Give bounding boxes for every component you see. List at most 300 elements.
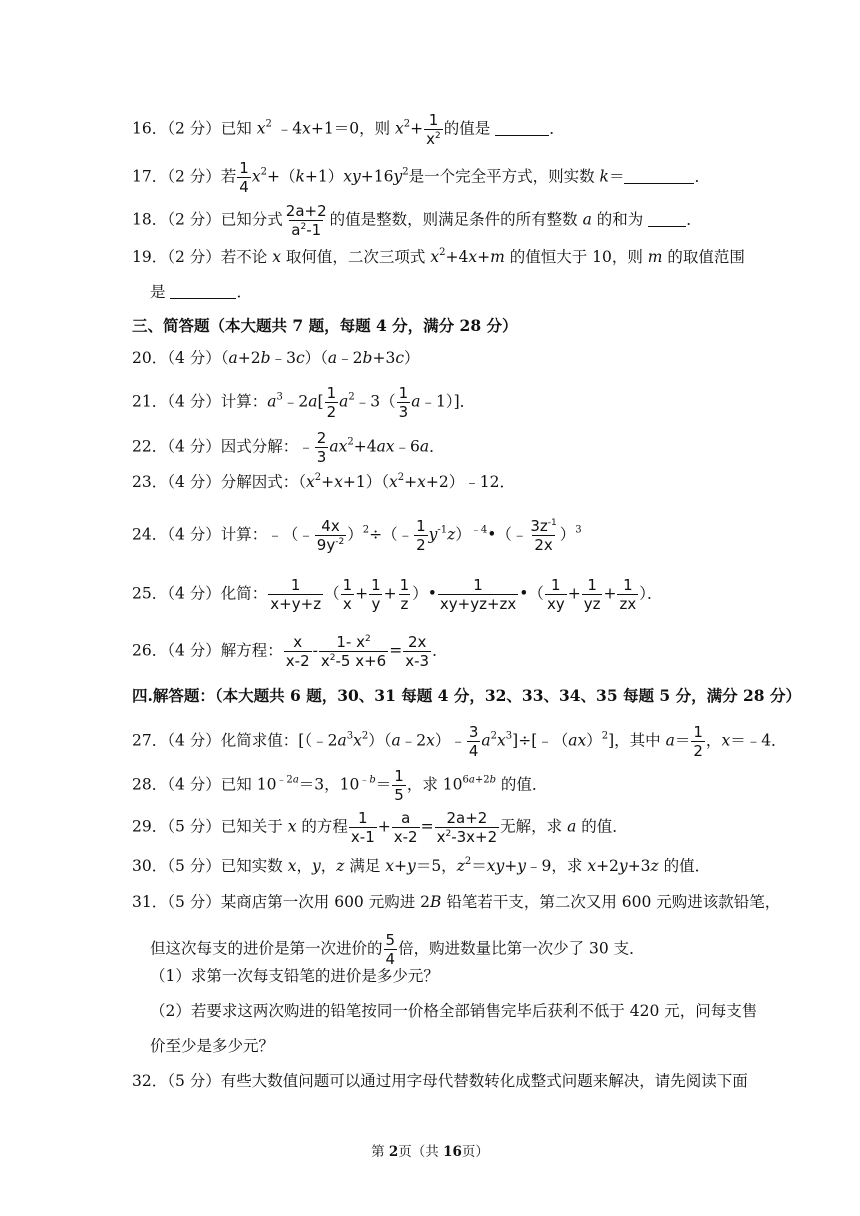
exponent: [463, 775, 497, 786]
var: x: [385, 857, 395, 875]
fraction: [319, 634, 388, 669]
num-text: 1- x: [336, 633, 365, 651]
q-score: （4 分）: [167, 349, 221, 367]
q-text: -: [312, 641, 318, 660]
fraction-numerator: 1: [290, 576, 301, 594]
fraction: [467, 724, 481, 759]
var: x: [256, 119, 266, 138]
q-text: 的值是整数，则满足条件的所有整数: [329, 210, 583, 229]
q-text: ＝: [375, 775, 392, 794]
q-text: +1）: [304, 167, 344, 186]
q-text: +（: [266, 167, 296, 186]
question-18: [132, 203, 702, 238]
answer-blank[interactable]: [170, 284, 236, 299]
q-text: 是一个完全平方式，则实数: [408, 167, 600, 186]
var: y: [407, 857, 416, 875]
fraction-denominator: 4: [385, 950, 396, 968]
q-text: ．: [429, 437, 445, 456]
den-text: -3x+2: [451, 828, 498, 846]
q-text: ．: [432, 641, 448, 660]
q-text: 化简求值：[（﹣2: [220, 731, 338, 750]
q-score: （4 分）: [167, 473, 221, 491]
fraction-numerator: 1: [428, 111, 439, 129]
answer-blank[interactable]: [495, 121, 549, 136]
var: a: [292, 774, 299, 786]
var: y: [393, 167, 403, 186]
answer-blank[interactable]: [624, 169, 694, 184]
question-21: [132, 385, 475, 420]
fraction-numerator: 1: [394, 767, 404, 785]
fraction-denominator: x: [342, 595, 352, 613]
fraction-denominator: 5: [394, 786, 404, 804]
q-text: +: [410, 119, 424, 138]
fraction-denominator: 4: [468, 742, 479, 760]
q-number: 23．: [132, 473, 168, 491]
q-number: 28．: [132, 775, 168, 794]
exponent: [276, 775, 298, 786]
q-score: （5 分）: [167, 1072, 221, 1090]
q-text: +2: [237, 349, 261, 367]
q-text: ）（: [368, 731, 392, 750]
fraction-denominator: [435, 827, 500, 845]
q-text: +: [377, 817, 391, 836]
question-31-part-2-cont: 价至少是多少元？: [150, 1037, 275, 1055]
q-text: +4: [353, 437, 377, 456]
q-text: 化简：: [220, 584, 268, 603]
exponent: 3: [276, 391, 283, 403]
var: a: [468, 774, 475, 786]
var: y: [618, 857, 628, 875]
var: x: [468, 248, 478, 266]
q-text: 倍，购进数量比第一次少了 30 支．: [398, 939, 645, 958]
q-text: +4: [445, 248, 469, 266]
q-text: ）: [347, 525, 363, 544]
q-score: （5 分）: [167, 817, 221, 836]
exponent: 3: [575, 524, 582, 536]
var: x: [272, 248, 281, 266]
exponent: 2: [329, 653, 336, 663]
den-text: 9y: [316, 536, 336, 554]
page-number: 2: [388, 1144, 399, 1160]
fraction: [284, 203, 329, 238]
q-text: +1）（: [342, 473, 390, 491]
q-text: （: [220, 349, 229, 367]
question-19: [132, 247, 745, 267]
q-score: （2 分）: [167, 119, 221, 138]
var: a: [337, 731, 347, 750]
fraction-numerator: 1: [399, 576, 410, 594]
question-31: [132, 892, 780, 912]
fraction: [403, 634, 431, 669]
q-score: （4 分）: [167, 437, 221, 456]
var: x: [721, 731, 731, 750]
fraction-denominator: yz: [583, 595, 601, 613]
q-number: 16．: [132, 119, 168, 138]
num-text: 3z: [530, 517, 548, 535]
var: x: [306, 473, 315, 491]
var: x: [389, 473, 398, 491]
question-31-cont: [150, 932, 645, 967]
fraction-denominator: 2x: [534, 536, 553, 554]
fraction: [435, 810, 500, 845]
fraction-denominator: [315, 535, 346, 553]
fraction: [384, 932, 398, 967]
var: a: [308, 392, 318, 411]
fraction-denominator: xy+yz+zx: [439, 595, 517, 613]
fraction: [545, 577, 567, 612]
q-score: （5 分）: [167, 857, 221, 875]
exponent: 2: [439, 247, 446, 258]
q-number: 29．: [132, 817, 168, 836]
var: ax: [376, 437, 395, 456]
fraction-numerator: a: [401, 809, 411, 827]
exponent: [359, 775, 375, 786]
q-text: ﹣6: [394, 437, 420, 456]
q-text: ，: [705, 731, 722, 750]
var: z: [447, 525, 456, 544]
q-text: +2: [596, 857, 619, 875]
var: z: [336, 857, 345, 875]
q-text: 铅笔若干支，第二次又用 600 元购进该款铅笔，: [441, 893, 781, 911]
fraction-numerator: 1: [551, 576, 561, 594]
question-20: [132, 348, 420, 368]
fraction: [369, 577, 383, 612]
q-text: 已知关于: [220, 817, 288, 836]
var: x: [395, 119, 404, 138]
q-number: 20．: [132, 349, 168, 367]
den-text: -5 x+6: [335, 652, 387, 670]
q-text: 解方程：: [220, 641, 283, 660]
fraction-denominator: z: [400, 595, 409, 613]
q-text: 计算：: [220, 392, 268, 411]
q-number: 31．: [132, 893, 168, 911]
q-number: 30．: [132, 857, 168, 875]
fraction-numerator: 1: [358, 809, 368, 827]
q-text: ）: [404, 349, 420, 367]
exponent: 2: [464, 856, 472, 867]
q-text: ，求 10: [406, 775, 463, 794]
q-number: 32．: [132, 1072, 168, 1090]
fraction-denominator: y: [371, 595, 381, 613]
fraction-denominator: 4: [239, 178, 249, 196]
fraction-numerator: x: [293, 633, 303, 651]
var: x: [353, 731, 362, 750]
exponent: 2: [435, 131, 441, 141]
fraction-denominator: 2: [326, 403, 337, 421]
fraction-denominator: [424, 129, 443, 147]
q-text: ＝: [608, 167, 625, 186]
q-text: 分解因式：（: [220, 473, 307, 491]
var: a: [411, 392, 421, 411]
q-text: ＝5，: [415, 857, 457, 875]
fraction-numerator: 1: [342, 576, 353, 594]
fraction-numerator: 3: [468, 723, 479, 741]
exp-text: 6: [462, 774, 469, 786]
q-text: 的方程: [296, 817, 348, 836]
exponent: 3: [346, 730, 354, 742]
fraction: [617, 577, 638, 612]
q-text: 若: [220, 167, 237, 186]
fraction-numerator: 1: [473, 576, 483, 594]
q-text: 满足: [344, 857, 386, 875]
var: a: [327, 349, 338, 367]
exp-text: +2: [474, 774, 490, 786]
fraction: [268, 577, 323, 612]
q-text: +1＝0，则: [310, 119, 396, 138]
q-text: +: [603, 584, 617, 603]
q-number: 25．: [132, 584, 168, 603]
var: y: [428, 525, 438, 544]
fraction: [284, 634, 312, 669]
q-text: 是: [150, 283, 171, 301]
fraction-denominator: 3: [316, 448, 327, 466]
exponent: 2: [490, 730, 498, 742]
footer-text: 第: [371, 1144, 389, 1160]
q-text: +2）﹣12．: [425, 473, 515, 491]
exponent: 2: [347, 436, 354, 448]
page-total: 16: [443, 1144, 462, 1160]
q-text: ）: [455, 525, 471, 544]
question-26: [132, 634, 448, 669]
fraction-denominator: 2: [693, 742, 703, 760]
var: x: [334, 473, 343, 491]
q-text: +: [383, 584, 397, 603]
footer-text: 页（共: [398, 1144, 444, 1160]
var: b: [260, 349, 271, 367]
fraction-denominator: 3: [398, 403, 409, 421]
fraction: [691, 724, 705, 759]
var: x: [287, 857, 297, 875]
var: a: [339, 392, 349, 411]
footer-text: 页）: [461, 1144, 489, 1160]
q-text: ）: [559, 525, 576, 544]
question-17: [132, 160, 710, 195]
q-text: ÷（﹣: [369, 525, 414, 544]
fraction-numerator: 1: [587, 576, 597, 594]
q-text: 已知 10: [220, 775, 277, 794]
q-text: ）﹣: [434, 731, 466, 750]
exp-text: ﹣: [359, 774, 370, 786]
fraction: [349, 810, 377, 845]
q-text: ，: [320, 857, 337, 875]
q-text: ）: [586, 731, 602, 750]
q-text: ）．: [639, 584, 663, 603]
var: a: [582, 210, 592, 229]
fraction: [528, 518, 558, 553]
var: xy: [486, 857, 505, 875]
q-text: ，: [296, 857, 312, 875]
var: a: [419, 437, 430, 456]
q-text: +3: [372, 349, 396, 367]
q-text: +16: [360, 167, 394, 186]
fraction-numerator: 1: [326, 384, 337, 402]
fraction-numerator: 2a+2: [446, 809, 488, 827]
exp-text: ﹣2: [276, 774, 293, 786]
var: x: [251, 167, 261, 186]
fraction: [438, 577, 518, 612]
q-text: ﹣2: [337, 349, 363, 367]
fraction-denominator: zx: [619, 595, 637, 613]
q-text: 某商店第一次用 600 元购进 2: [220, 893, 431, 911]
exponent: 2: [300, 222, 307, 232]
q-text: =: [389, 641, 403, 660]
fraction: [397, 385, 411, 420]
var: y: [311, 857, 321, 875]
den-text: a: [291, 221, 301, 239]
fraction-numerator: 2a+2: [285, 202, 327, 220]
exponent: -2: [335, 537, 345, 547]
q-text: ）（: [304, 349, 328, 367]
q-text: ．: [694, 167, 710, 186]
q-text: 但这次每支的进价是第一次进价的: [150, 939, 383, 958]
question-31-part-2: （2）若要求这两次购进的铅笔按同一价格全部销售完毕后获利不低于 420 元，问每支售: [150, 1002, 758, 1020]
q-score: （4 分）: [167, 641, 221, 660]
fraction-denominator: 2: [416, 536, 426, 554]
q-text: +: [567, 584, 581, 603]
exponent: 2: [361, 730, 369, 742]
fraction: [392, 768, 406, 803]
q-text: +: [404, 473, 418, 491]
fraction-denominator: [289, 220, 323, 238]
exponent: 3: [505, 730, 513, 742]
q-text: +3: [627, 857, 651, 875]
question-32: [132, 1071, 748, 1091]
q-text: 有些大数值问题可以通过用字母代替数转化成整式问题来解决，请先阅读下面: [220, 1072, 748, 1090]
exponent: 2: [314, 472, 322, 483]
fraction-denominator: x+y+z: [270, 595, 322, 613]
fraction: [315, 518, 346, 553]
var: ax: [568, 731, 587, 750]
q-text: 已知分式: [220, 210, 283, 229]
q-text: +: [394, 857, 408, 875]
fraction: [392, 810, 420, 845]
answer-blank[interactable]: [648, 212, 686, 227]
q-text: 的取值范围: [662, 248, 745, 266]
question-22: [132, 430, 445, 465]
q-score: （4 分）: [167, 775, 221, 794]
fraction-numerator: 1: [371, 576, 381, 594]
var: k: [295, 167, 305, 186]
page-footer: [0, 1140, 860, 1160]
q-text: ﹣4: [271, 119, 303, 138]
var: x: [302, 119, 311, 138]
q-number: 27．: [132, 731, 168, 750]
var: z: [650, 857, 659, 875]
question-28: [132, 768, 547, 803]
q-text: 已知实数: [220, 857, 288, 875]
exponent: 2: [402, 166, 409, 178]
var: x: [497, 731, 506, 750]
question-25: [132, 577, 663, 612]
q-text: ﹣2: [282, 392, 309, 411]
q-score: （2 分）: [167, 210, 221, 229]
fraction-numerator: [334, 634, 372, 651]
fraction-denominator: xy: [546, 595, 565, 613]
fraction: [315, 430, 329, 465]
q-text: +: [321, 473, 335, 491]
q-score: （2 分）: [167, 167, 221, 186]
var: a: [481, 731, 491, 750]
fraction-numerator: 4x: [321, 517, 340, 535]
q-text: （: [324, 584, 340, 603]
q-score: （4 分）: [167, 525, 221, 544]
q-number: 26．: [132, 641, 168, 660]
var: m: [490, 248, 505, 266]
fraction: [237, 160, 251, 195]
q-text: 的值是: [443, 119, 496, 138]
q-text: ．: [549, 119, 565, 138]
q-text: ﹣9，求: [526, 857, 588, 875]
q-text: [: [317, 392, 324, 411]
q-number: 22．: [132, 437, 168, 456]
question-27: [132, 724, 787, 759]
fraction-numerator: 1: [398, 384, 409, 402]
fraction-denominator: x-3: [405, 652, 430, 670]
q-text: +: [355, 584, 369, 603]
fraction-numerator: 1: [416, 517, 426, 535]
q-text: +: [504, 857, 518, 875]
q-text: ﹣3: [270, 349, 296, 367]
q-text: •（: [519, 584, 544, 603]
q-number: 24．: [132, 525, 168, 544]
q-text: ＝: [471, 857, 487, 875]
q-text: 的值．: [576, 817, 628, 836]
var: a: [228, 349, 238, 367]
q-number: 21．: [132, 392, 168, 411]
q-number: 17．: [132, 167, 168, 186]
fraction-numerator: 2x: [407, 633, 427, 651]
q-text: •（﹣: [487, 525, 528, 544]
fraction-numerator: 2: [316, 429, 327, 447]
fraction-numerator: 1: [693, 723, 703, 741]
exponent: 2: [362, 524, 370, 536]
question-31-part-1: （1）求第一次每支铅笔的进价是多少元？: [150, 967, 439, 985]
q-text: 计算：﹣（﹣: [220, 525, 314, 544]
fraction-denominator: x-2: [285, 652, 310, 670]
q-score: （4 分）: [167, 731, 221, 750]
section-heading: 四.解答题：（本大题共 6 题，30、31 每题 4 分，32、33、34、35 每题 5 分，满分 28 分）: [132, 686, 801, 705]
question-24: [132, 518, 582, 553]
fraction: [582, 577, 603, 612]
q-text: 的和为: [591, 210, 649, 229]
var: z: [456, 857, 465, 875]
fraction-numerator: [528, 518, 558, 535]
var: b: [489, 774, 496, 786]
q-number: 18．: [132, 210, 168, 229]
var: a: [267, 392, 277, 411]
exponent: 2: [445, 829, 452, 839]
den-text: x: [426, 130, 436, 148]
q-text: ]÷[﹣（: [512, 731, 569, 750]
var: x: [417, 473, 426, 491]
question-30: [132, 856, 710, 876]
question-19-cont: [150, 282, 252, 302]
var: x: [430, 248, 440, 266]
exponent: ﹣4: [470, 524, 488, 536]
den-text: x: [320, 652, 330, 670]
q-text: ．: [686, 210, 702, 229]
var: a: [391, 731, 401, 750]
var: a: [665, 731, 675, 750]
q-text: ）•: [412, 584, 437, 603]
exponent: 2: [601, 730, 609, 742]
q-text: 已知: [220, 119, 257, 138]
q-text: ﹣1）]．: [420, 392, 476, 411]
den-text: -1: [306, 221, 322, 239]
fraction-denominator: [319, 651, 388, 669]
exponent: 2: [365, 634, 371, 644]
fraction: [398, 577, 412, 612]
